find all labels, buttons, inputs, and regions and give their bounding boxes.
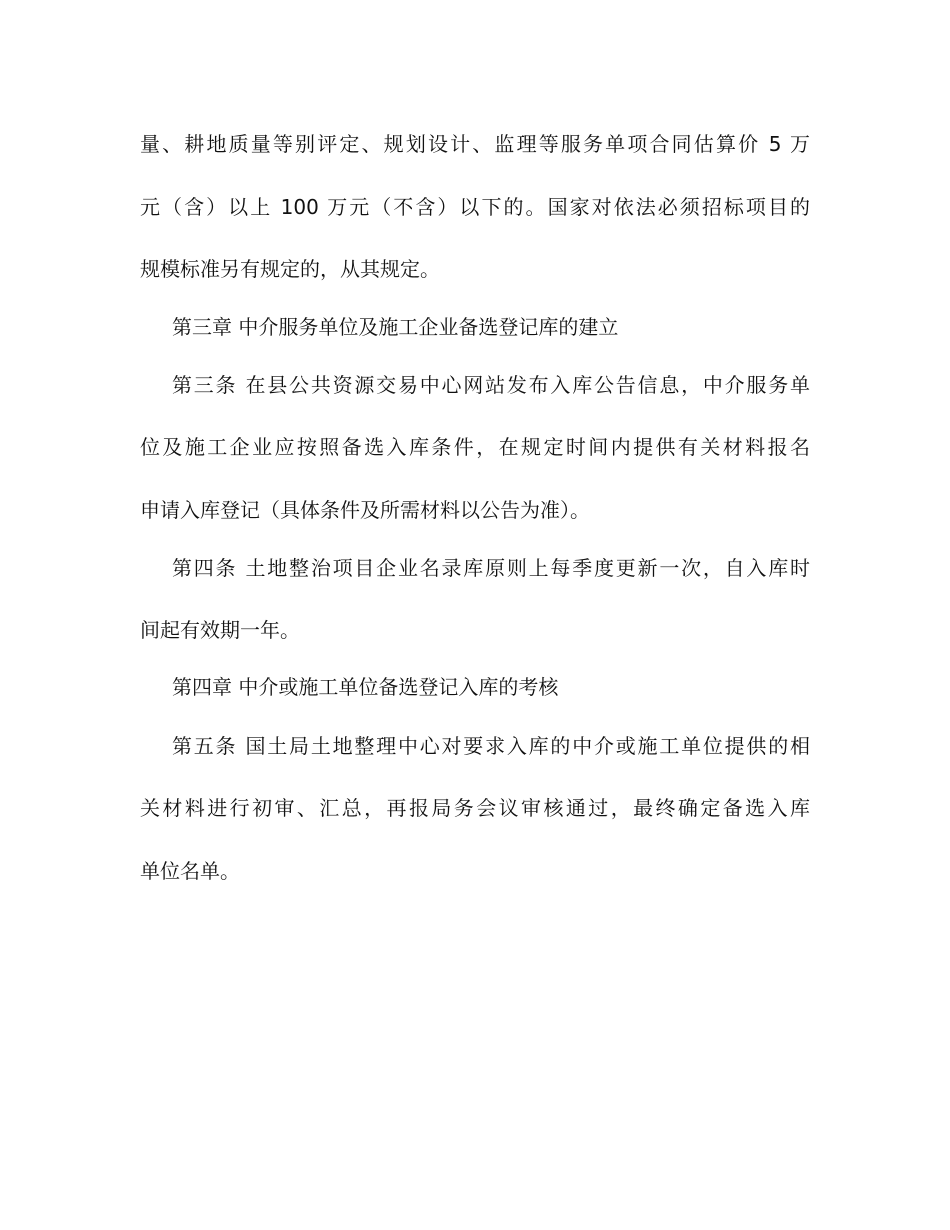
chapter-heading: 第四章 中介或施工单位备选登记入库的考核 [172,675,559,699]
article-start-line: 第三条 在县公共资源交易中心网站发布入库公告信息，中介服务单 [172,373,810,397]
text-line: 关材料进行初审、汇总，再报局务会议审核通过，最终确定备选入库 [140,796,810,820]
text-line: 元（含）以上 100 万元（不含）以下的。国家对依法必须招标项目的 [140,195,810,219]
text-line: 单位名单。 [140,859,240,883]
text-line: 位及施工企业应按照备选入库条件，在规定时间内提供有关材料报名 [140,435,810,459]
text-line: 量、耕地质量等别评定、规划设计、监理等服务单项合同估算价 5 万 [140,132,810,156]
article-start-line: 第五条 国土局土地整理中心对要求入库的中介或施工单位提供的相 [172,734,810,758]
text-line: 申请入库登记（具体条件及所需材料以公告为准）。 [140,498,590,522]
chapter-heading: 第三章 中介服务单位及施工企业备选登记库的建立 [172,315,619,339]
article-start-line: 第四条 土地整治项目企业名录库原则上每季度更新一次，自入库时 [172,556,810,580]
text-line: 规模标准另有规定的，从其规定。 [140,257,440,281]
text-line: 间起有效期一年。 [140,618,300,642]
